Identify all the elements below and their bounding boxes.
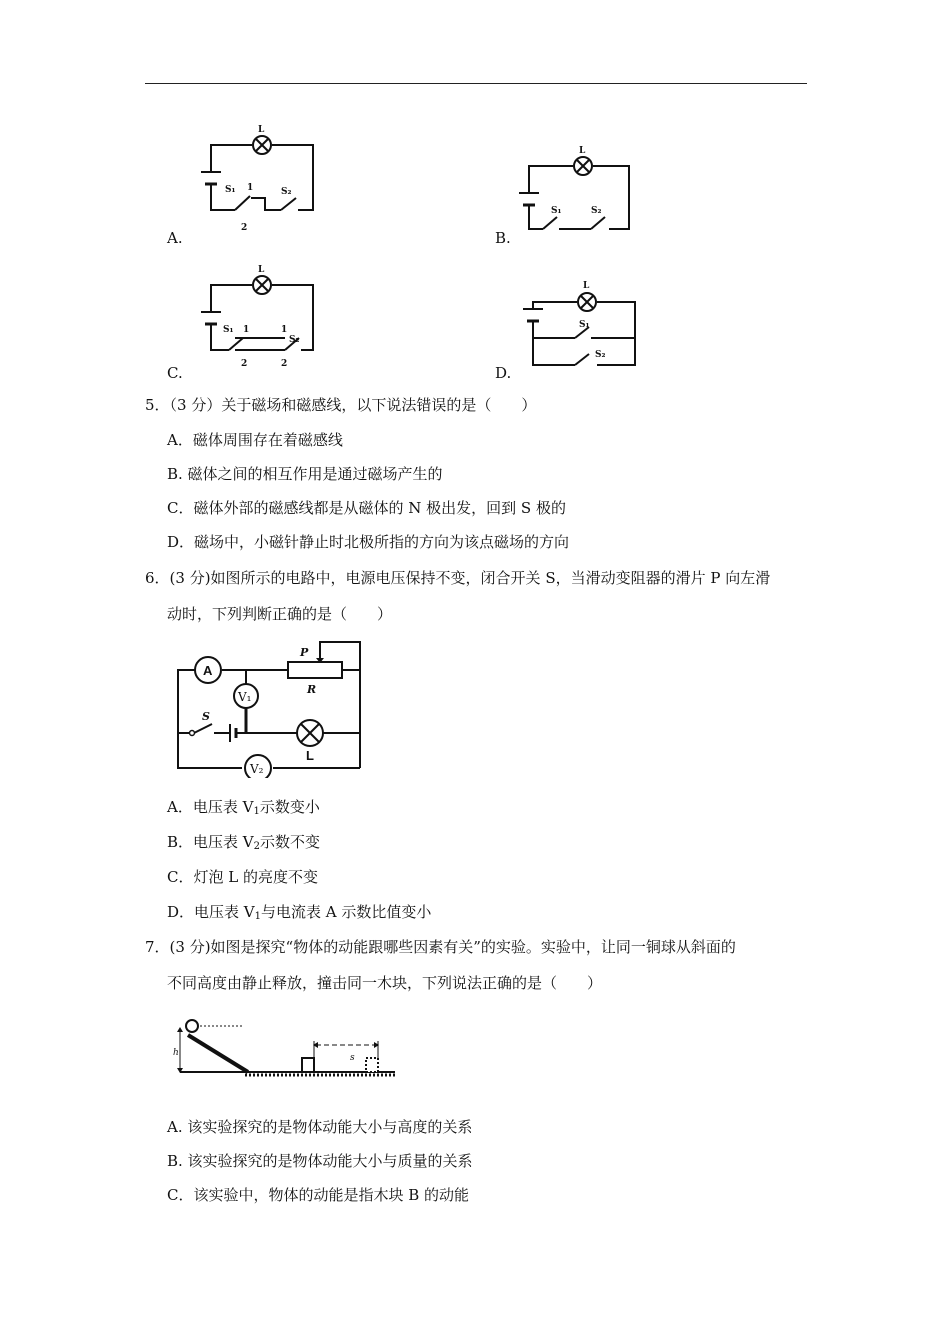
terminal-1-label: 1 — [243, 325, 250, 335]
v1-label: V₁ — [238, 690, 252, 704]
terminal-2-label: 2 — [241, 223, 248, 232]
q7-experiment-figure — [170, 1015, 400, 1085]
s2-label: S₂ — [595, 350, 606, 360]
resistor-label: R — [307, 683, 317, 696]
s1-label: S₁ — [225, 185, 236, 195]
q6-stem-line2: 动时，下列判断正确的是（ ） — [167, 605, 393, 623]
q4-option-c[interactable]: C. — [167, 364, 183, 382]
q4-circuit-c — [195, 262, 325, 372]
q4-circuit-d — [515, 275, 640, 370]
v2-label: V₂ — [250, 762, 264, 776]
s2-label: S₂ — [281, 187, 292, 197]
q4-circuit-b — [515, 145, 635, 235]
slider-label: P — [300, 646, 309, 659]
q4-circuit-a — [195, 122, 325, 232]
lamp-label: L — [306, 748, 314, 763]
s2-label: S₂ — [289, 335, 300, 345]
header-rule — [145, 83, 807, 84]
q5-stem: 5．（3 分）关于磁场和磁感线，以下说法错误的是（ ） — [145, 396, 537, 414]
q6-option-b[interactable]: B．电压表 $V_2$示数不变 — [167, 833, 321, 852]
switch-label: S — [202, 710, 210, 723]
q7-stem-line1: 7．(3 分)如图是探究“物体的动能跟哪些因素有关”的实验。实验中，让同一铜球从斜面的 — [145, 938, 736, 956]
lamp-label: L — [258, 125, 265, 135]
q4-option-d[interactable]: D. — [495, 364, 512, 382]
terminal-2-label: 2 — [241, 359, 248, 369]
q6-stem-line1: 6．(3 分)如图所示的电路中，电源电压保持不变，闭合开关 S，当滑动变阻器的滑片 P 向左滑 — [145, 569, 771, 587]
q5-option-d[interactable]: D．磁场中，小磁针静止时北极所指的方向为该点磁场的方向 — [167, 533, 570, 551]
lamp-label: L — [583, 281, 590, 291]
q7-stem-line2: 不同高度由静止释放，撞击同一木块，下列说法正确的是（ ） — [167, 974, 603, 992]
q4-option-a[interactable]: A. — [167, 229, 183, 247]
terminal-1-label: 1 — [281, 325, 288, 335]
q5-option-c[interactable]: C．磁体外部的磁感线都是从磁体的 N 极出发，回到 S 极的 — [167, 499, 566, 517]
s1-label: S₁ — [223, 325, 234, 335]
terminal-1-label: 1 — [247, 183, 254, 193]
s2-label: S₂ — [591, 206, 602, 216]
q6-option-d[interactable]: D．电压表 $V_1$与电流表 A 示数比值变小 — [167, 903, 432, 922]
distance-label: s — [350, 1053, 355, 1063]
q5-option-b[interactable]: B. 磁体之间的相互作用是通过磁场产生的 — [167, 465, 443, 483]
lamp-label: L — [579, 146, 586, 156]
q7-option-c[interactable]: C．该实验中，物体的动能是指木块 B 的动能 — [167, 1186, 470, 1204]
q5-option-a[interactable]: A．磁体周围存在着磁感线 — [167, 431, 343, 449]
terminal-2-label: 2 — [281, 359, 288, 369]
q7-option-b[interactable]: B. 该实验探究的是物体动能大小与质量的关系 — [167, 1152, 473, 1170]
q6-option-a[interactable]: A．电压表 $V_1$示数变小 — [167, 798, 320, 817]
q6-circuit-figure — [170, 638, 370, 778]
s1-label: S₁ — [551, 206, 562, 216]
lamp-label: L — [258, 265, 265, 275]
ammeter-label: A — [203, 663, 213, 678]
q7-option-a[interactable]: A. 该实验探究的是物体动能大小与高度的关系 — [167, 1118, 473, 1136]
q4-option-b[interactable]: B. — [495, 229, 511, 247]
height-label: h — [173, 1048, 179, 1058]
q6-option-c[interactable]: C．灯泡 L 的亮度不变 — [167, 868, 318, 886]
s1-label: S₁ — [579, 320, 590, 330]
